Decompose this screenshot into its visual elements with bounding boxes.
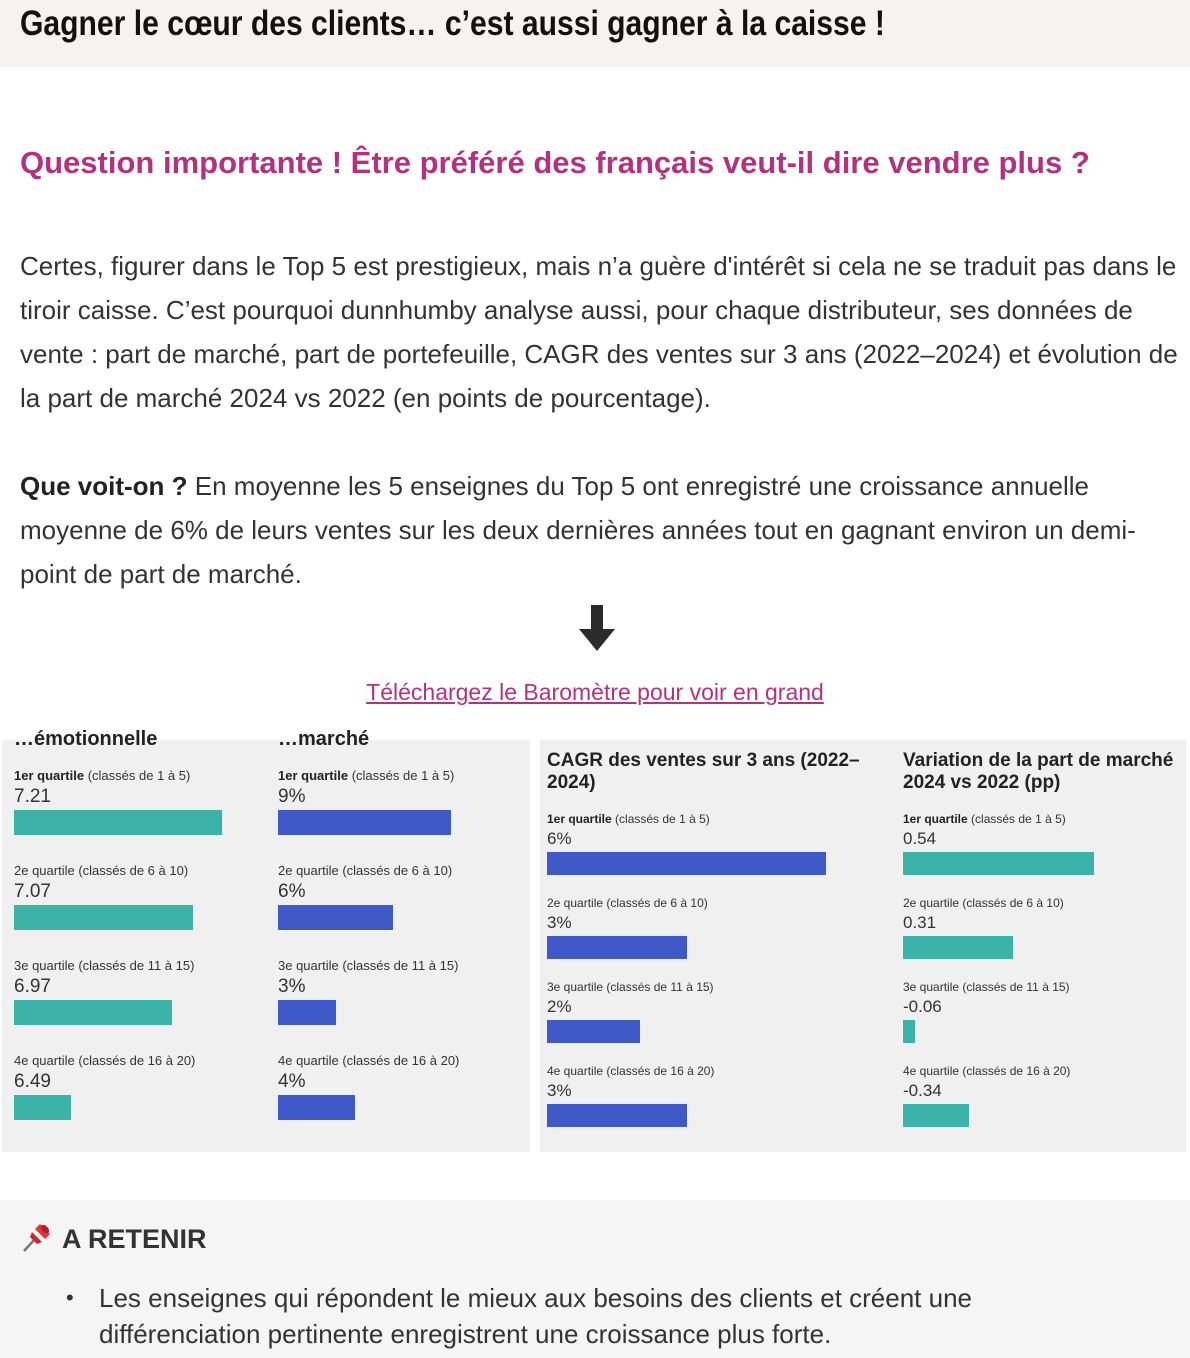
bar-value-label: 6.49: [14, 1071, 51, 1092]
bar-value-label: -0.34: [903, 1081, 942, 1100]
quartile-label: 4e quartile (classés de 16 à 20): [547, 1064, 715, 1078]
quartile-label: 1er quartile (classés de 1 à 5): [278, 768, 455, 783]
data-bar: [278, 810, 451, 835]
bar-value-label: 4%: [278, 1071, 306, 1092]
chart-panel-left: [2, 728, 530, 1152]
list-item: • Les enseignes qui répondent le mieux aux besoins des clients et créent une différenciation pertinente enregistrent une croissance plus forte.: [66, 1280, 1126, 1352]
key-takeaways-list: [66, 1280, 1126, 1352]
arrow-down-icon: [576, 605, 618, 653]
quartile-label: 4e quartile (classés de 16 à 20): [14, 1053, 196, 1068]
pushpin-icon: [20, 1220, 54, 1254]
quartile-label: 2e quartile (classés de 6 à 10): [547, 896, 708, 910]
download-barometre-link[interactable]: Téléchargez le Baromètre pour voir en grand: [366, 679, 824, 705]
data-bar: [903, 1020, 915, 1043]
key-takeaways-box: [0, 1200, 1190, 1358]
bar-value-label: -0.06: [903, 997, 942, 1016]
bar-value-label: 0.31: [903, 913, 937, 932]
chart-4-title: Variation de la part de marché 2024 vs 2022 (pp): [903, 750, 1174, 793]
chart-1-title: …émotionnelle: [14, 728, 158, 750]
bar-value-label: 7.21: [14, 786, 51, 807]
quartile-label: 4e quartile (classés de 16 à 20): [278, 1053, 460, 1068]
quartile-label: 2e quartile (classés de 6 à 10): [903, 896, 1064, 910]
quartile-label: 1er quartile (classés de 1 à 5): [14, 768, 191, 783]
bar-value-label: 3%: [547, 913, 572, 932]
bar-value-label: 2%: [547, 997, 572, 1016]
page-title: Gagner le cœur des clients… c’est aussi gagner à la caisse !: [20, 4, 885, 43]
section-question-heading: Question importante ! Être préféré des français veut-il dire vendre plus ?: [20, 145, 1090, 180]
chart-panel-right: [540, 740, 1186, 1152]
bar-value-label: 7.07: [14, 881, 51, 902]
data-bar: [14, 905, 193, 930]
bar-value-label: 6%: [547, 829, 572, 848]
quartile-label: 2e quartile (classés de 6 à 10): [278, 863, 453, 878]
data-bar: [547, 1104, 687, 1127]
data-bar: [903, 852, 1094, 875]
data-bar: [903, 936, 1013, 959]
data-bar: [903, 1104, 969, 1127]
data-bar: [278, 905, 393, 930]
data-bar: [547, 1020, 640, 1043]
data-bar: [278, 1095, 355, 1120]
quartile-label: 1er quartile (classés de 1 à 5): [903, 812, 1066, 826]
quartile-label: 3e quartile (classés de 11 à 15): [14, 958, 195, 973]
chart-2-title: …marché: [278, 728, 370, 750]
bar-value-label: 0.54: [903, 829, 937, 848]
quartile-label: 1er quartile (classés de 1 à 5): [547, 812, 710, 826]
chart-3-title: CAGR des ventes sur 3 ans (2022–2024): [547, 750, 860, 793]
key-takeaways-title: A RETENIR: [62, 1224, 207, 1254]
bar-value-label: 6.97: [14, 976, 51, 997]
findings-text: En moyenne les 5 enseignes du Top 5 ont enregistré une croissance annuelle moyenne de 6% de leurs ventes sur les deux dernières années tout en gagnant environ un demi-point de part de marché.: [20, 471, 1136, 589]
quartile-label: 4e quartile (classés de 16 à 20): [903, 1064, 1071, 1078]
quartile-label: 3e quartile (classés de 11 à 15): [278, 958, 459, 973]
quartile-label: 3e quartile (classés de 11 à 15): [547, 980, 714, 994]
data-bar: [14, 810, 222, 835]
intro-paragraph: Certes, figurer dans le Top 5 est prestigieux, mais n’a guère d'intérêt si cela ne se traduit pas dans le tiroir caisse. C’est pourquoi dunnhumby analyse aussi, pour chaque distributeur, ses données de vente : part de marché, part de portefeuille, CAGR des ventes sur 3 ans (2022–2024) et évolution de la part de marché 2024 vs 2022 (en points de pourcentage).: [20, 251, 1178, 413]
bar-value-label: 3%: [547, 1081, 572, 1100]
findings-paragraph: [20, 464, 1180, 596]
bar-value-label: 9%: [278, 786, 306, 807]
data-bar: [14, 1000, 172, 1025]
header-band: [0, 0, 1190, 67]
data-bar: [547, 852, 826, 875]
bar-value-label: 6%: [278, 881, 306, 902]
quartile-label: 3e quartile (classés de 11 à 15): [903, 980, 1070, 994]
key-takeaways-heading: [20, 1220, 207, 1255]
quartile-label: 2e quartile (classés de 6 à 10): [14, 863, 189, 878]
data-bar: [547, 936, 687, 959]
bar-value-label: 3%: [278, 976, 306, 997]
data-bar: [278, 1000, 336, 1025]
data-bar: [14, 1095, 71, 1120]
findings-lead: Que voit-on ?: [20, 471, 188, 501]
